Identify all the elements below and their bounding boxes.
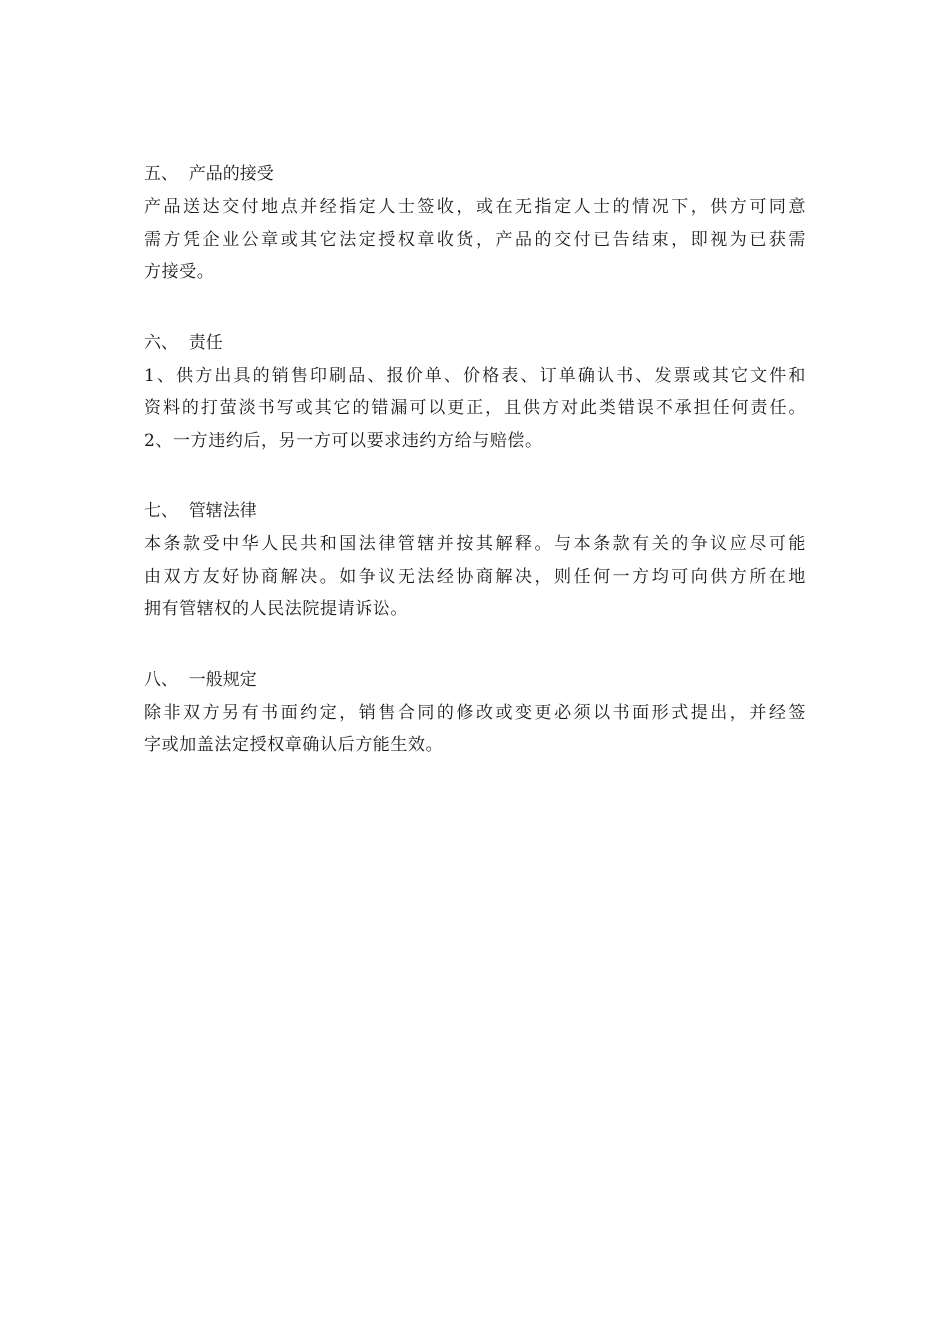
paragraph-line: 由双方友好协商解决。如争议无法经协商解决，则任何一方均可向供方所在地: [144, 566, 806, 587]
paragraph-line: 需方凭企业公章或其它法定授权章收货，产品的交付已告结束，即视为已获需: [144, 229, 806, 250]
section-heading: 五、 产品的接受: [144, 164, 274, 184]
paragraph-line: 拥有管辖权的人民法院提请诉讼。: [144, 599, 408, 619]
paragraph-line: 方接受。: [144, 262, 215, 282]
paragraph-line: 资料的打萤淡书写或其它的错漏可以更正，且供方对此类错误不承担任何责任。: [144, 398, 806, 418]
section-heading: 七、 管辖法律: [144, 501, 257, 521]
section-governing-law: [144, 494, 806, 626]
section-heading: 八、 一般规定: [144, 669, 257, 690]
section-liability: [144, 326, 806, 458]
paragraph-line: 除非双方另有书面约定，销售合同的修改或变更必须以书面形式提出，并经签: [144, 702, 806, 723]
document-page: [144, 157, 806, 799]
paragraph-line: 本条款受中华人民共和国法律管辖并按其解释。与本条款有关的争议应尽可能: [144, 534, 806, 554]
paragraph-line: 2、一方违约后，另一方可以要求违约方给与赔偿。: [144, 430, 543, 451]
section-product-acceptance: [144, 157, 806, 289]
paragraph-line: 字或加盖法定授权章确认后方能生效。: [144, 735, 444, 755]
section-heading: 六、 责任: [144, 332, 223, 353]
section-general-provisions: [144, 663, 806, 762]
paragraph-line: 1、供方出具的销售印刷品、报价单、价格表、订单确认书、发票或其它文件和: [144, 365, 806, 386]
paragraph-line: 产品送达交付地点并经指定人士签收，或在无指定人士的情况下，供方可同意: [144, 197, 806, 217]
